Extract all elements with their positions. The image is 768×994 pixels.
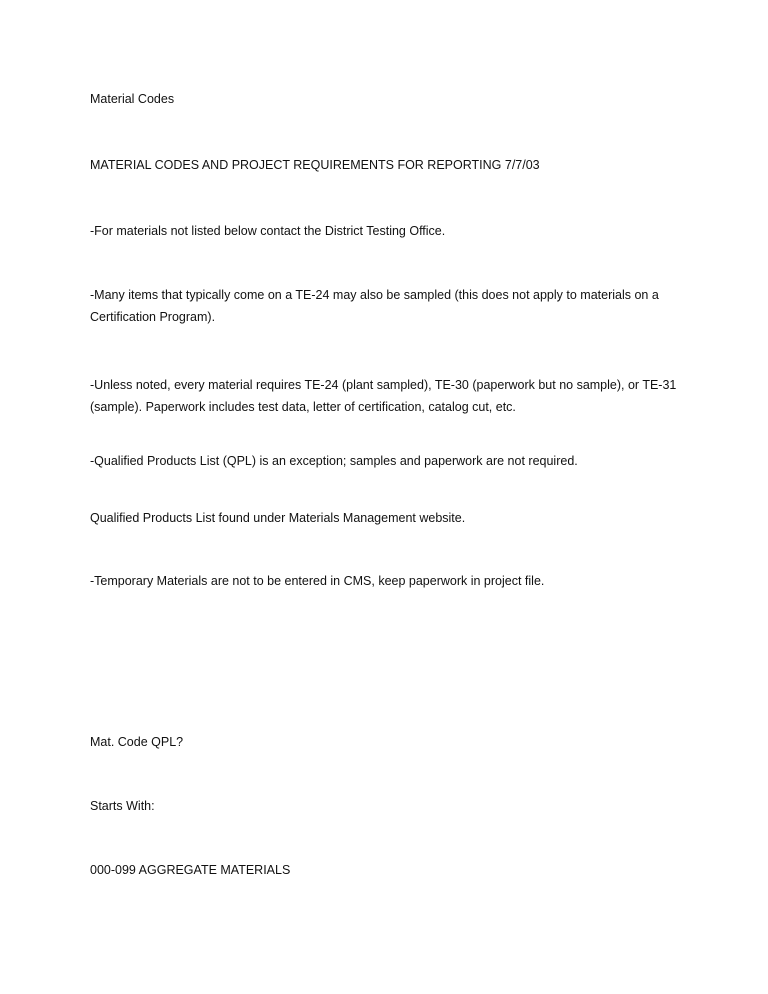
material-code-entry: 000-099 AGGREGATE MATERIALS xyxy=(90,863,291,877)
paragraph-temporary-materials: -Temporary Materials are not to be entered in CMS, keep paperwork in project file. xyxy=(90,574,545,588)
paragraph-te24-sampling: -Many items that typically come on a TE-24 may also be sampled (this does not apply to materials on a Certification Program). xyxy=(90,288,659,324)
document-title: MATERIAL CODES AND PROJECT REQUIREMENTS FOR REPORTING 7/7/03 xyxy=(90,158,540,172)
starts-with-label: Starts With: xyxy=(90,799,155,813)
paragraph-contact-office: -For materials not listed below contact the District Testing Office. xyxy=(90,224,446,238)
paragraph-material-requirements: -Unless noted, every material requires TE-24 (plant sampled), TE-30 (paperwork but no sample), or TE-31 (sample). Paperwork includes test data, letter of certification, catalog cut, etc. xyxy=(90,378,677,414)
paragraph-qpl-exception: -Qualified Products List (QPL) is an exception; samples and paperwork are not required. xyxy=(90,454,578,468)
table-header: Mat. Code QPL? xyxy=(90,735,184,749)
document-heading: Material Codes xyxy=(90,92,175,106)
paragraph-qpl-location: Qualified Products List found under Materials Management website. xyxy=(90,511,466,525)
